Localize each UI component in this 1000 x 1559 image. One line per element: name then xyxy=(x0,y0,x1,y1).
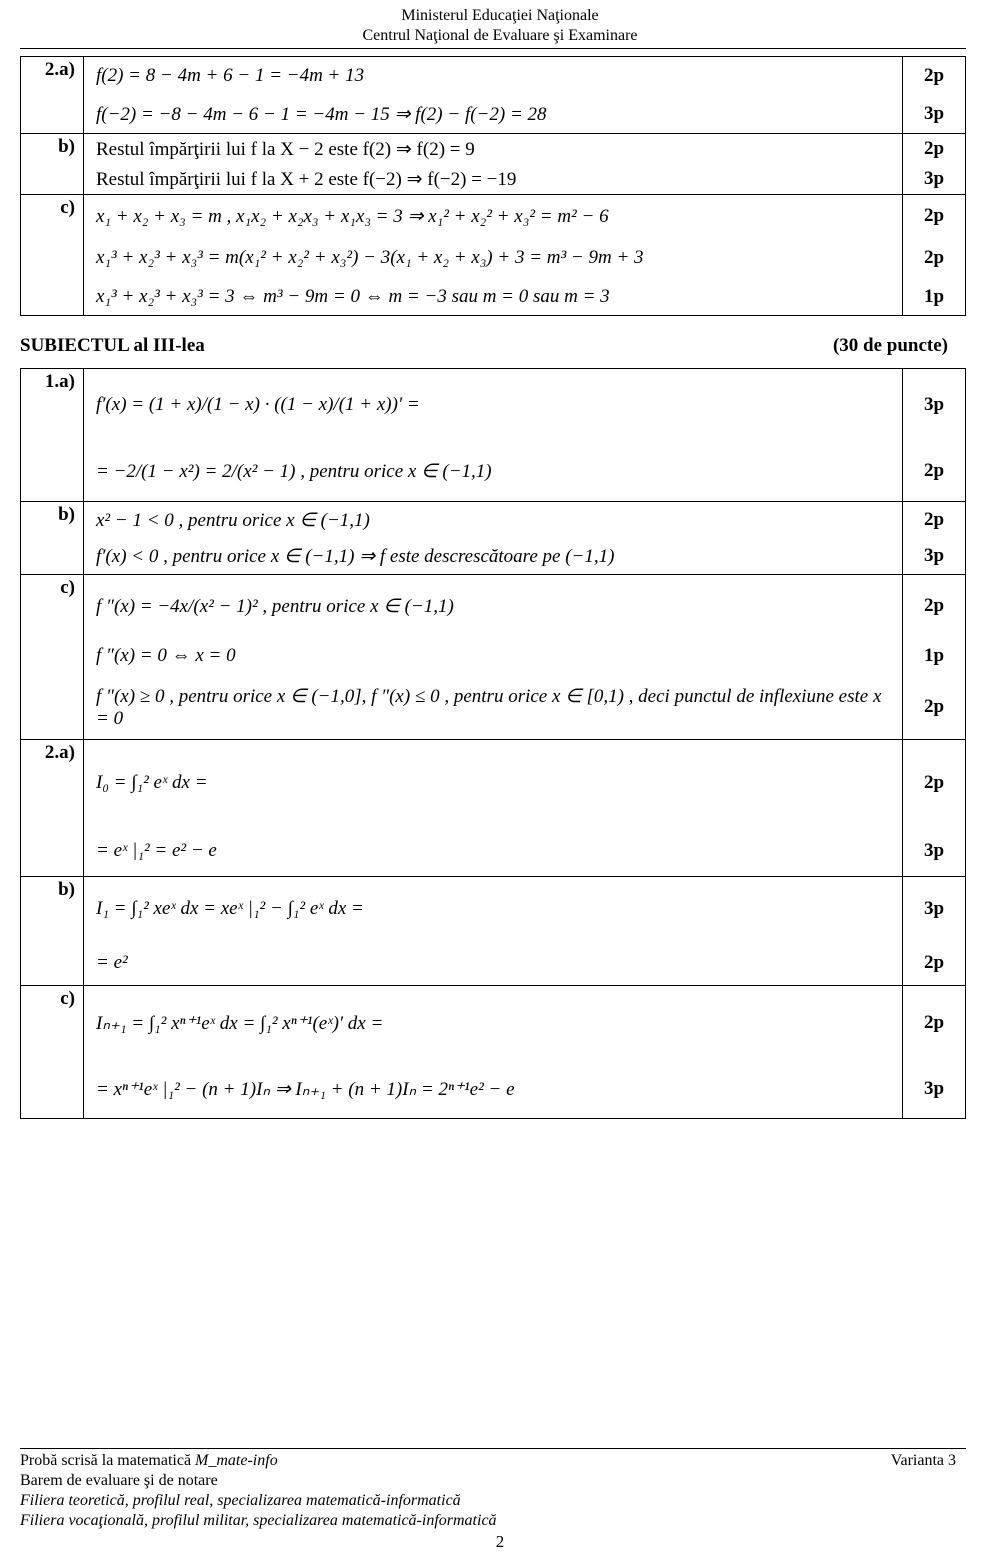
points-value: 2p xyxy=(902,195,965,237)
part2-table xyxy=(20,56,966,316)
item-label: c) xyxy=(21,986,84,1119)
points-value: 3p xyxy=(902,538,965,574)
points-value: 3p xyxy=(902,369,965,441)
answer-line: Restul împărţirii lui f la X + 2 este f(−2) ⇒ f(−2) = −19 3p xyxy=(96,164,965,194)
table-row xyxy=(21,986,966,1119)
item-label: b) xyxy=(21,134,84,195)
points-value: 1p xyxy=(902,637,965,675)
points-value: 3p xyxy=(902,877,965,941)
answer-line: I₀ = ∫₁² eˣ dx = 2p xyxy=(96,740,965,826)
answer-line: f(2) = 8 − 4m + 6 − 1 = −4m + 13 2p xyxy=(96,57,965,95)
ministry-name: Ministerul Educaţiei Naţionale xyxy=(401,7,599,24)
points-value: 2p xyxy=(902,237,965,279)
answer-line: I₁ = ∫₁² xeˣ dx = xeˣ |₁² − ∫₁² eˣ dx = 3p xyxy=(96,877,965,941)
page-footer xyxy=(20,1451,956,1531)
header-rule xyxy=(20,48,966,49)
points-value: 2p xyxy=(902,134,965,164)
footer-line-4: Filiera vocaţională, profilul militar, specializarea matematică-informatică xyxy=(20,1512,497,1529)
answer-line: f(−2) = −8 − 4m − 6 − 1 = −4m − 15 ⇒ f(2) − f(−2) = 28 3p xyxy=(96,95,965,133)
table-row xyxy=(21,740,966,877)
center-name: Centrul Naţional de Evaluare şi Examinare xyxy=(362,27,638,44)
table-row xyxy=(21,369,966,502)
footer-line-2: Barem de evaluare şi de notare xyxy=(20,1472,218,1489)
item-label: 2.a) xyxy=(21,740,84,877)
table-row xyxy=(21,575,966,740)
answer-line: = −2/(1 − x²) = 2/(x² − 1) , pentru orice x ∈ (−1,1) 2p xyxy=(96,441,965,501)
points-value: 2p xyxy=(902,740,965,826)
variant-label: Varianta 3 xyxy=(890,1452,956,1469)
page-header xyxy=(0,6,1000,46)
item-label: c) xyxy=(21,195,84,316)
answer-line: Restul împărţirii lui f la X − 2 este f(2) ⇒ f(2) = 9 2p xyxy=(96,134,965,164)
answer-line: = eˣ |₁² = e² − e 3p xyxy=(96,826,965,876)
table-row xyxy=(21,195,966,316)
points-value: 2p xyxy=(902,675,965,739)
page-number: 2 xyxy=(495,1532,505,1551)
answer-line: Iₙ₊₁ = ∫₁² xⁿ⁺¹eˣ dx = ∫₁² xⁿ⁺¹(eˣ)′ dx = 2p xyxy=(96,986,965,1060)
section-title xyxy=(20,335,948,357)
answer-line: f ″(x) ≥ 0 , pentru orice x ∈ (−1,0], f ″(x) ≤ 0 , pentru orice x ∈ [0,1) , deci punctul de inflexiune este x = 0 2p xyxy=(96,675,965,739)
answer-line: = e² 2p xyxy=(96,941,965,985)
item-label: b) xyxy=(21,877,84,986)
answer-line: x₁³ + x₂³ + x₃³ = m(x₁² + x₂² + x₃²) − 3(x₁ + x₂ + x₃) + 3 = m³ − 9m + 3 2p xyxy=(96,237,965,279)
item-label: b) xyxy=(21,502,84,575)
points-value: 3p xyxy=(902,95,965,133)
points-value: 1p xyxy=(902,279,965,315)
answer-line: f′(x) < 0 , pentru orice x ∈ (−1,1) ⇒ f este descrescătoare pe (−1,1) 3p xyxy=(96,538,965,574)
table-row xyxy=(21,134,966,195)
item-label: 1.a) xyxy=(21,369,84,502)
part3-table xyxy=(20,368,966,1119)
item-label: 2.a) xyxy=(21,57,84,134)
table-row xyxy=(21,57,966,134)
table-row xyxy=(21,502,966,575)
item-label: c) xyxy=(21,575,84,740)
answer-line: = xⁿ⁺¹eˣ |₁² − (n + 1)Iₙ ⇒ Iₙ₊₁ + (n + 1)Iₙ = 2ⁿ⁺¹e² − e 3p xyxy=(96,1060,965,1118)
points-value: 3p xyxy=(902,826,965,876)
points-value: 2p xyxy=(902,57,965,95)
section-points: (30 de puncte) xyxy=(832,335,948,356)
answer-line: x² − 1 < 0 , pentru orice x ∈ (−1,1) 2p xyxy=(96,502,965,538)
points-value: 3p xyxy=(902,164,965,194)
answer-line: x₁³ + x₂³ + x₃³ = 3 ⇔ m³ − 9m = 0 ⇔ m = −3 sau m = 0 sau m = 3 1p xyxy=(96,279,965,315)
answer-line: f ″(x) = −4x/(x² − 1)² , pentru orice x ∈ (−1,1) 2p xyxy=(96,575,965,637)
points-value: 2p xyxy=(902,575,965,637)
footer-line-1: Probă scrisă la matematică M_mate-info xyxy=(20,1452,278,1469)
points-value: 3p xyxy=(902,1060,965,1118)
points-value: 2p xyxy=(902,941,965,985)
answer-line: x₁ + x₂ + x₃ = m , x₁x₂ + x₂x₃ + x₁x₃ = 3 ⇒ x₁² + x₂² + x₃² = m² − 6 2p xyxy=(96,195,965,237)
footer-rule xyxy=(20,1448,966,1449)
answer-line: f ″(x) = 0 ⇔ x = 0 1p xyxy=(96,637,965,675)
section-name: SUBIECTUL al III-lea xyxy=(20,335,205,356)
footer-line-3: Filiera teoretică, profilul real, specializarea matematică-informatică xyxy=(20,1492,461,1509)
table-row xyxy=(21,877,966,986)
points-value: 2p xyxy=(902,502,965,538)
points-value: 2p xyxy=(902,441,965,501)
answer-line: f′(x) = (1 + x)/(1 − x) · ((1 − x)/(1 + x))′ = 3p xyxy=(96,369,965,441)
points-value: 2p xyxy=(902,986,965,1060)
